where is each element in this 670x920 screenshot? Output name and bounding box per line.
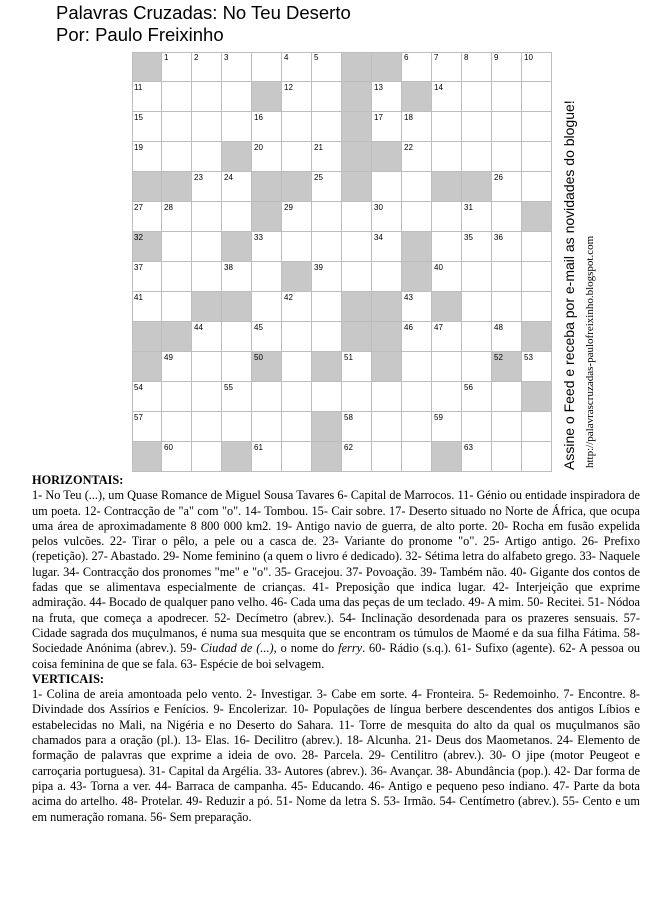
clue-number: 52 bbox=[494, 353, 503, 362]
grid-cell[interactable] bbox=[432, 52, 462, 82]
grid-cell[interactable] bbox=[462, 412, 492, 442]
black-cell bbox=[252, 82, 282, 112]
clue-number: 32 bbox=[134, 233, 143, 242]
grid-cell[interactable] bbox=[132, 382, 162, 412]
grid-cell[interactable] bbox=[492, 52, 522, 82]
grid-cell[interactable] bbox=[222, 412, 252, 442]
black-cell bbox=[342, 172, 372, 202]
clue-number: 41 bbox=[134, 293, 143, 302]
grid-cell[interactable] bbox=[252, 52, 282, 82]
clue-number: 5 bbox=[314, 53, 319, 62]
horizontais-heading: HORIZONTAIS: bbox=[32, 473, 124, 487]
clue-number: 22 bbox=[404, 143, 413, 152]
grid-cell[interactable] bbox=[282, 382, 312, 412]
clue-number: 15 bbox=[134, 113, 143, 122]
grid-cell[interactable] bbox=[342, 262, 372, 292]
blog-url-link[interactable]: http://palavrascruzadas-paulofreixinho.blogspot.com bbox=[584, 235, 596, 468]
grid-cell[interactable] bbox=[462, 142, 492, 172]
black-cell bbox=[372, 142, 402, 172]
horizontais-text-a: 1- No Teu (...), um Quase Romance de Miguel Sousa Tavares 6- Capital de Marrocos. 11- Génio ou entidade inspiradora de um poeta. 12- Contracção de "a" com "o". 14- Tombou. 15- Cair sobre. 17- Deserto situado no Norte de África, que ocupa uma área de aproximadamente 8 800 000 km2. 19- Antigo navio de guerra, de alto porte. 20- Rocha em fusão expelida pelos vulcões. 22- Tirar o pêlo, a pele ou a casca de. 23- Variante do pronome "o". 25- Artigo antigo. 26- Prefixo (repetição). 27- Abastado. 29- Nome feminino (a quem o livro é dedicado). 32- Sétima letra do alfabeto grego. 33- Naquele lugar. 34- Contracção dos pronomes "me" e "o". 35- Gracejou. 37- Povoação. 39- Também não. 40- Gigante dos contos de fadas que se alimentava especialmente de crianças. 41- Preposição que indica lugar. 42- Interjeição que exprime admiração. 44- Bocado de qualquer pano velho. 46- Cada uma das peças de um teclado. 49- A mim. 50- Recitei. 51- Nódoa na fruta, que começa a apodrecer. 52- Decímetro (abrev.). 54- Inclinação desordenada para os prazeres sensuais. 57- Cidade sagrada dos muçulmanos, é numa sua mesquita que se encontram os túmulos de Maomé e da sua filha Fátima. 58- Sociedade Anónima (abrev.). 59- bbox=[32, 488, 640, 656]
black-cell bbox=[402, 232, 432, 262]
clue-number: 33 bbox=[254, 233, 263, 242]
grid-cell[interactable] bbox=[252, 382, 282, 412]
feed-subscribe-text: Assine o Feed e receba por e-mail as novidades do blogue! bbox=[561, 100, 577, 470]
verticais-clues: 1- Colina de areia amontoada pelo vento. 2- Investigar. 3- Cabe em sorte. 4- Fronteira. 5- Redemoinho. 7- Encontre. 8- Divindade dos Assírios e Fenícios. 9- Encolerizar. 10- Populações de língua berbere descendentes dos antigos Líbios e estabelecidas no Mali, na Nigéria e no Deserto do Sahara. 11- Torre de mesquita do alto da qual os muçulmanos são chamados para a oração (pl.). 13- Elas. 16- Decilitro (abrev.). 18- Alcunha. 21- Deus dos Maometanos. 24- Elemento de formação de palavras que exprime a ideia de ovo. 28- Parcela. 29- Centilitro (abrev.). 30- O jipe (motor Peugeot e carroçaria portuguesa). 31- Capital da Argélia. 33- Autores (abrev.). 36- Avançar. 38- Abundância (pop.). 42- Dar forma de pipa a. 43- Torna a ver. 44- Barraca de campanha. 45- Educando. 46- Antigo e pequeno peso indiano. 47- Parte da bota acima do artelho. 48- Protelar. 49- Reduzir a pó. 51- Nome da letra S. 53- Irmão. 54- Centímetro (abrev.). 55- Cento e um em numeração romana. 56- Sem preparação. bbox=[32, 687, 640, 824]
grid-cell[interactable] bbox=[402, 412, 432, 442]
black-cell bbox=[522, 202, 552, 232]
clue-number: 49 bbox=[164, 353, 173, 362]
black-cell bbox=[342, 52, 372, 82]
clue-number: 47 bbox=[434, 323, 443, 332]
clue-number: 44 bbox=[194, 323, 203, 332]
clue-number: 34 bbox=[374, 233, 383, 242]
clue-number: 42 bbox=[284, 293, 293, 302]
grid-cell[interactable] bbox=[432, 142, 462, 172]
grid-cell[interactable] bbox=[432, 352, 462, 382]
black-cell bbox=[132, 172, 162, 202]
grid-cell[interactable] bbox=[192, 352, 222, 382]
grid-cell[interactable] bbox=[402, 142, 432, 172]
grid-cell[interactable] bbox=[282, 352, 312, 382]
grid-cell[interactable] bbox=[492, 412, 522, 442]
clue-number: 58 bbox=[344, 413, 353, 422]
grid-cell[interactable] bbox=[162, 412, 192, 442]
grid-cell[interactable] bbox=[342, 352, 372, 382]
grid-cell[interactable] bbox=[252, 112, 282, 142]
grid-cell[interactable] bbox=[522, 352, 552, 382]
grid-cell[interactable] bbox=[402, 112, 432, 142]
grid-cell[interactable] bbox=[252, 292, 282, 322]
clue-number: 55 bbox=[224, 383, 233, 392]
grid-cell[interactable] bbox=[492, 112, 522, 142]
grid-cell[interactable] bbox=[222, 172, 252, 202]
grid-cell[interactable] bbox=[312, 142, 342, 172]
grid-cell[interactable] bbox=[312, 202, 342, 232]
black-cell bbox=[282, 262, 312, 292]
black-cell bbox=[342, 82, 372, 112]
grid-cell[interactable] bbox=[162, 352, 192, 382]
black-cell bbox=[162, 172, 192, 202]
clue-number: 37 bbox=[134, 263, 143, 272]
black-cell bbox=[312, 412, 342, 442]
grid-cell[interactable] bbox=[162, 232, 192, 262]
clue-number: 26 bbox=[494, 173, 503, 182]
grid-cell[interactable] bbox=[342, 232, 372, 262]
grid-cell[interactable] bbox=[402, 292, 432, 322]
black-cell bbox=[342, 142, 372, 172]
grid-cell[interactable] bbox=[252, 232, 282, 262]
black-cell bbox=[132, 442, 162, 472]
grid-cell[interactable] bbox=[372, 262, 402, 292]
grid-cell[interactable] bbox=[432, 262, 462, 292]
clue-number: 6 bbox=[404, 53, 409, 62]
grid-cell[interactable] bbox=[402, 442, 432, 472]
black-cell bbox=[162, 322, 192, 352]
grid-cell[interactable] bbox=[312, 292, 342, 322]
grid-cell[interactable] bbox=[132, 292, 162, 322]
grid-cell[interactable] bbox=[192, 442, 222, 472]
grid-cell[interactable] bbox=[462, 382, 492, 412]
black-cell bbox=[282, 172, 312, 202]
clue-number: 2 bbox=[194, 53, 199, 62]
grid-cell[interactable] bbox=[192, 52, 222, 82]
black-cell bbox=[222, 442, 252, 472]
grid-cell[interactable] bbox=[522, 412, 552, 442]
grid-cell[interactable] bbox=[372, 172, 402, 202]
grid-cell[interactable] bbox=[522, 442, 552, 472]
grid-cell[interactable] bbox=[372, 412, 402, 442]
grid-cell[interactable] bbox=[222, 322, 252, 352]
grid-cell[interactable] bbox=[192, 262, 222, 292]
clue-number: 62 bbox=[344, 443, 353, 452]
crossword-grid bbox=[132, 52, 552, 472]
grid-cell[interactable] bbox=[282, 322, 312, 352]
grid-cell[interactable] bbox=[222, 112, 252, 142]
clue-number: 1 bbox=[164, 53, 169, 62]
grid-cell[interactable] bbox=[132, 82, 162, 112]
grid-cell[interactable] bbox=[402, 202, 432, 232]
verticais-heading: VERTICAIS: bbox=[32, 671, 104, 686]
clue-number: 59 bbox=[434, 413, 443, 422]
grid-cell[interactable] bbox=[282, 82, 312, 112]
grid-cell[interactable] bbox=[522, 232, 552, 262]
clue-number: 9 bbox=[494, 53, 499, 62]
grid-cell[interactable] bbox=[432, 232, 462, 262]
grid-cell[interactable] bbox=[312, 82, 342, 112]
black-cell bbox=[372, 322, 402, 352]
clue-number: 31 bbox=[464, 203, 473, 212]
grid-cell[interactable] bbox=[312, 232, 342, 262]
grid-cell[interactable] bbox=[492, 442, 522, 472]
clue-number: 30 bbox=[374, 203, 383, 212]
grid-cell[interactable] bbox=[162, 112, 192, 142]
grid-cell[interactable] bbox=[282, 142, 312, 172]
clue-number: 7 bbox=[434, 53, 439, 62]
black-cell bbox=[192, 292, 222, 322]
clue-number: 48 bbox=[494, 323, 503, 332]
grid-cell[interactable] bbox=[252, 412, 282, 442]
grid-cell[interactable] bbox=[312, 382, 342, 412]
black-cell bbox=[132, 232, 162, 262]
black-cell bbox=[342, 322, 372, 352]
clue-number: 13 bbox=[374, 83, 383, 92]
grid-cell[interactable] bbox=[462, 442, 492, 472]
black-cell bbox=[252, 172, 282, 202]
grid-cell[interactable] bbox=[492, 82, 522, 112]
grid-cell[interactable] bbox=[192, 172, 222, 202]
clue-number: 8 bbox=[464, 53, 469, 62]
grid-cell[interactable] bbox=[222, 82, 252, 112]
grid-cell[interactable] bbox=[342, 382, 372, 412]
clue-number: 39 bbox=[314, 263, 323, 272]
grid-cell[interactable] bbox=[372, 82, 402, 112]
grid-cell[interactable] bbox=[312, 262, 342, 292]
clue-number: 25 bbox=[314, 173, 323, 182]
black-cell bbox=[222, 292, 252, 322]
grid-cell[interactable] bbox=[222, 262, 252, 292]
grid-cell[interactable] bbox=[222, 382, 252, 412]
clue-number: 46 bbox=[404, 323, 413, 332]
grid-cell[interactable] bbox=[282, 232, 312, 262]
clue-number: 28 bbox=[164, 203, 173, 212]
black-cell bbox=[132, 352, 162, 382]
grid-cell[interactable] bbox=[192, 142, 222, 172]
black-cell bbox=[402, 262, 432, 292]
horizontais-clues bbox=[32, 488, 640, 672]
clue-number: 53 bbox=[524, 353, 533, 362]
grid-cell[interactable] bbox=[252, 322, 282, 352]
grid-cell[interactable] bbox=[282, 442, 312, 472]
horizontais-italic-ciudad: Ciudad de (...) bbox=[200, 641, 274, 656]
black-cell bbox=[342, 292, 372, 322]
clue-number: 50 bbox=[254, 353, 263, 362]
black-cell bbox=[132, 322, 162, 352]
grid-cell[interactable] bbox=[492, 382, 522, 412]
grid-cell[interactable] bbox=[192, 202, 222, 232]
clue-number: 16 bbox=[254, 113, 263, 122]
grid-cell[interactable] bbox=[312, 322, 342, 352]
clue-number: 45 bbox=[254, 323, 263, 332]
grid-cell[interactable] bbox=[282, 52, 312, 82]
grid-cell[interactable] bbox=[252, 442, 282, 472]
clue-number: 3 bbox=[224, 53, 229, 62]
grid-cell[interactable] bbox=[162, 262, 192, 292]
grid-cell[interactable] bbox=[372, 112, 402, 142]
grid-cell[interactable] bbox=[522, 262, 552, 292]
grid-cell[interactable] bbox=[162, 292, 192, 322]
grid-cell[interactable] bbox=[432, 202, 462, 232]
grid-cell[interactable] bbox=[342, 442, 372, 472]
grid-cell[interactable] bbox=[462, 352, 492, 382]
black-cell bbox=[492, 352, 522, 382]
grid-cell[interactable] bbox=[372, 442, 402, 472]
black-cell bbox=[312, 352, 342, 382]
grid-cell[interactable] bbox=[522, 82, 552, 112]
clue-number: 11 bbox=[134, 83, 143, 92]
grid-cell[interactable] bbox=[432, 382, 462, 412]
grid-cell[interactable] bbox=[462, 232, 492, 262]
grid-cell[interactable] bbox=[162, 142, 192, 172]
black-cell bbox=[432, 292, 462, 322]
clue-number: 21 bbox=[314, 143, 323, 152]
grid-cell[interactable] bbox=[522, 292, 552, 322]
grid-cell[interactable] bbox=[192, 112, 222, 142]
clue-number: 57 bbox=[134, 413, 143, 422]
black-cell bbox=[462, 172, 492, 202]
grid-cell[interactable] bbox=[162, 442, 192, 472]
black-cell bbox=[432, 442, 462, 472]
grid-cell[interactable] bbox=[492, 322, 522, 352]
puzzle-title: Palavras Cruzadas: No Teu Deserto bbox=[56, 2, 351, 23]
grid-cell[interactable] bbox=[522, 172, 552, 202]
black-cell bbox=[522, 382, 552, 412]
grid-cell[interactable] bbox=[162, 82, 192, 112]
grid-cell[interactable] bbox=[282, 112, 312, 142]
grid-cell[interactable] bbox=[462, 52, 492, 82]
grid-cell[interactable] bbox=[492, 262, 522, 292]
clue-number: 4 bbox=[284, 53, 289, 62]
grid-cell[interactable] bbox=[432, 322, 462, 352]
grid-cell[interactable] bbox=[522, 52, 552, 82]
grid-cell[interactable] bbox=[132, 412, 162, 442]
clue-number: 17 bbox=[374, 113, 383, 122]
grid-cell[interactable] bbox=[462, 322, 492, 352]
clue-number: 19 bbox=[134, 143, 143, 152]
clue-number: 60 bbox=[164, 443, 173, 452]
clue-number: 63 bbox=[464, 443, 473, 452]
grid-cell[interactable] bbox=[522, 112, 552, 142]
grid-cell[interactable] bbox=[372, 382, 402, 412]
grid-cell[interactable] bbox=[402, 52, 432, 82]
clue-number: 14 bbox=[434, 83, 443, 92]
horizontais-italic-ferry: ferry bbox=[338, 641, 363, 656]
black-cell bbox=[432, 172, 462, 202]
grid-cell[interactable] bbox=[402, 322, 432, 352]
grid-cell[interactable] bbox=[462, 262, 492, 292]
clue-number: 51 bbox=[344, 353, 353, 362]
clue-number: 23 bbox=[194, 173, 203, 182]
clue-number: 29 bbox=[284, 203, 293, 212]
clue-number: 56 bbox=[464, 383, 473, 392]
grid-cell[interactable] bbox=[312, 172, 342, 202]
clue-number: 40 bbox=[434, 263, 443, 272]
black-cell bbox=[132, 52, 162, 82]
grid-cell[interactable] bbox=[372, 202, 402, 232]
horizontais-text-b: , o nome do bbox=[273, 641, 339, 656]
puzzle-author: Por: Paulo Freixinho bbox=[56, 24, 224, 45]
grid-cell[interactable] bbox=[492, 142, 522, 172]
grid-cell[interactable] bbox=[132, 112, 162, 142]
grid-cell[interactable] bbox=[432, 82, 462, 112]
grid-cell[interactable] bbox=[432, 112, 462, 142]
black-cell bbox=[402, 82, 432, 112]
grid-cell[interactable] bbox=[192, 322, 222, 352]
grid-cell[interactable] bbox=[222, 52, 252, 82]
black-cell bbox=[522, 322, 552, 352]
clue-number: 27 bbox=[134, 203, 143, 212]
horizontais-text-c: . 60- Rádio (s.q.). 61- Sufixo (agente). 62- A pessoa ou coisa feminina de que se fala. 63- Espécie de boi selvagem. bbox=[32, 641, 640, 671]
grid-cell[interactable] bbox=[402, 382, 432, 412]
black-cell bbox=[372, 52, 402, 82]
grid-cell[interactable] bbox=[492, 172, 522, 202]
clue-number: 24 bbox=[224, 173, 233, 182]
clue-number: 54 bbox=[134, 383, 143, 392]
grid-cell[interactable] bbox=[462, 82, 492, 112]
grid-cell[interactable] bbox=[522, 142, 552, 172]
grid-cell[interactable] bbox=[462, 202, 492, 232]
grid-cell[interactable] bbox=[252, 142, 282, 172]
grid-cell[interactable] bbox=[282, 412, 312, 442]
grid-cell[interactable] bbox=[132, 142, 162, 172]
black-cell bbox=[372, 292, 402, 322]
grid-cell[interactable] bbox=[342, 202, 372, 232]
grid-cell[interactable] bbox=[492, 202, 522, 232]
grid-cell[interactable] bbox=[162, 202, 192, 232]
grid-cell[interactable] bbox=[462, 112, 492, 142]
grid-cell[interactable] bbox=[372, 232, 402, 262]
clue-number: 35 bbox=[464, 233, 473, 242]
grid-cell[interactable] bbox=[162, 382, 192, 412]
grid-cell[interactable] bbox=[312, 112, 342, 142]
grid-cell[interactable] bbox=[132, 262, 162, 292]
black-cell bbox=[252, 202, 282, 232]
grid-cell[interactable] bbox=[342, 412, 372, 442]
clues-section bbox=[32, 473, 640, 825]
grid-cell[interactable] bbox=[192, 232, 222, 262]
clue-number: 36 bbox=[494, 233, 503, 242]
grid-cell[interactable] bbox=[222, 352, 252, 382]
black-cell bbox=[372, 352, 402, 382]
black-cell bbox=[342, 112, 372, 142]
clue-number: 61 bbox=[254, 443, 263, 452]
grid-cell[interactable] bbox=[282, 202, 312, 232]
black-cell bbox=[312, 442, 342, 472]
grid-cell[interactable] bbox=[132, 202, 162, 232]
grid-cell[interactable] bbox=[432, 412, 462, 442]
grid-cell[interactable] bbox=[462, 292, 492, 322]
black-cell bbox=[222, 232, 252, 262]
clue-number: 10 bbox=[524, 53, 533, 62]
grid-cell[interactable] bbox=[192, 382, 222, 412]
grid-cell[interactable] bbox=[492, 232, 522, 262]
grid-cell[interactable] bbox=[252, 262, 282, 292]
grid-cell[interactable] bbox=[192, 412, 222, 442]
clue-number: 18 bbox=[404, 113, 413, 122]
grid-cell[interactable] bbox=[402, 172, 432, 202]
clue-number: 43 bbox=[404, 293, 413, 302]
grid-cell[interactable] bbox=[402, 352, 432, 382]
grid-cell[interactable] bbox=[222, 202, 252, 232]
grid-cell[interactable] bbox=[492, 292, 522, 322]
grid-cell[interactable] bbox=[162, 52, 192, 82]
black-cell bbox=[222, 142, 252, 172]
clue-number: 38 bbox=[224, 263, 233, 272]
grid-cell[interactable] bbox=[282, 292, 312, 322]
grid-cell[interactable] bbox=[192, 82, 222, 112]
grid-cell[interactable] bbox=[312, 52, 342, 82]
clue-number: 20 bbox=[254, 143, 263, 152]
clue-number: 12 bbox=[284, 83, 293, 92]
black-cell bbox=[252, 352, 282, 382]
